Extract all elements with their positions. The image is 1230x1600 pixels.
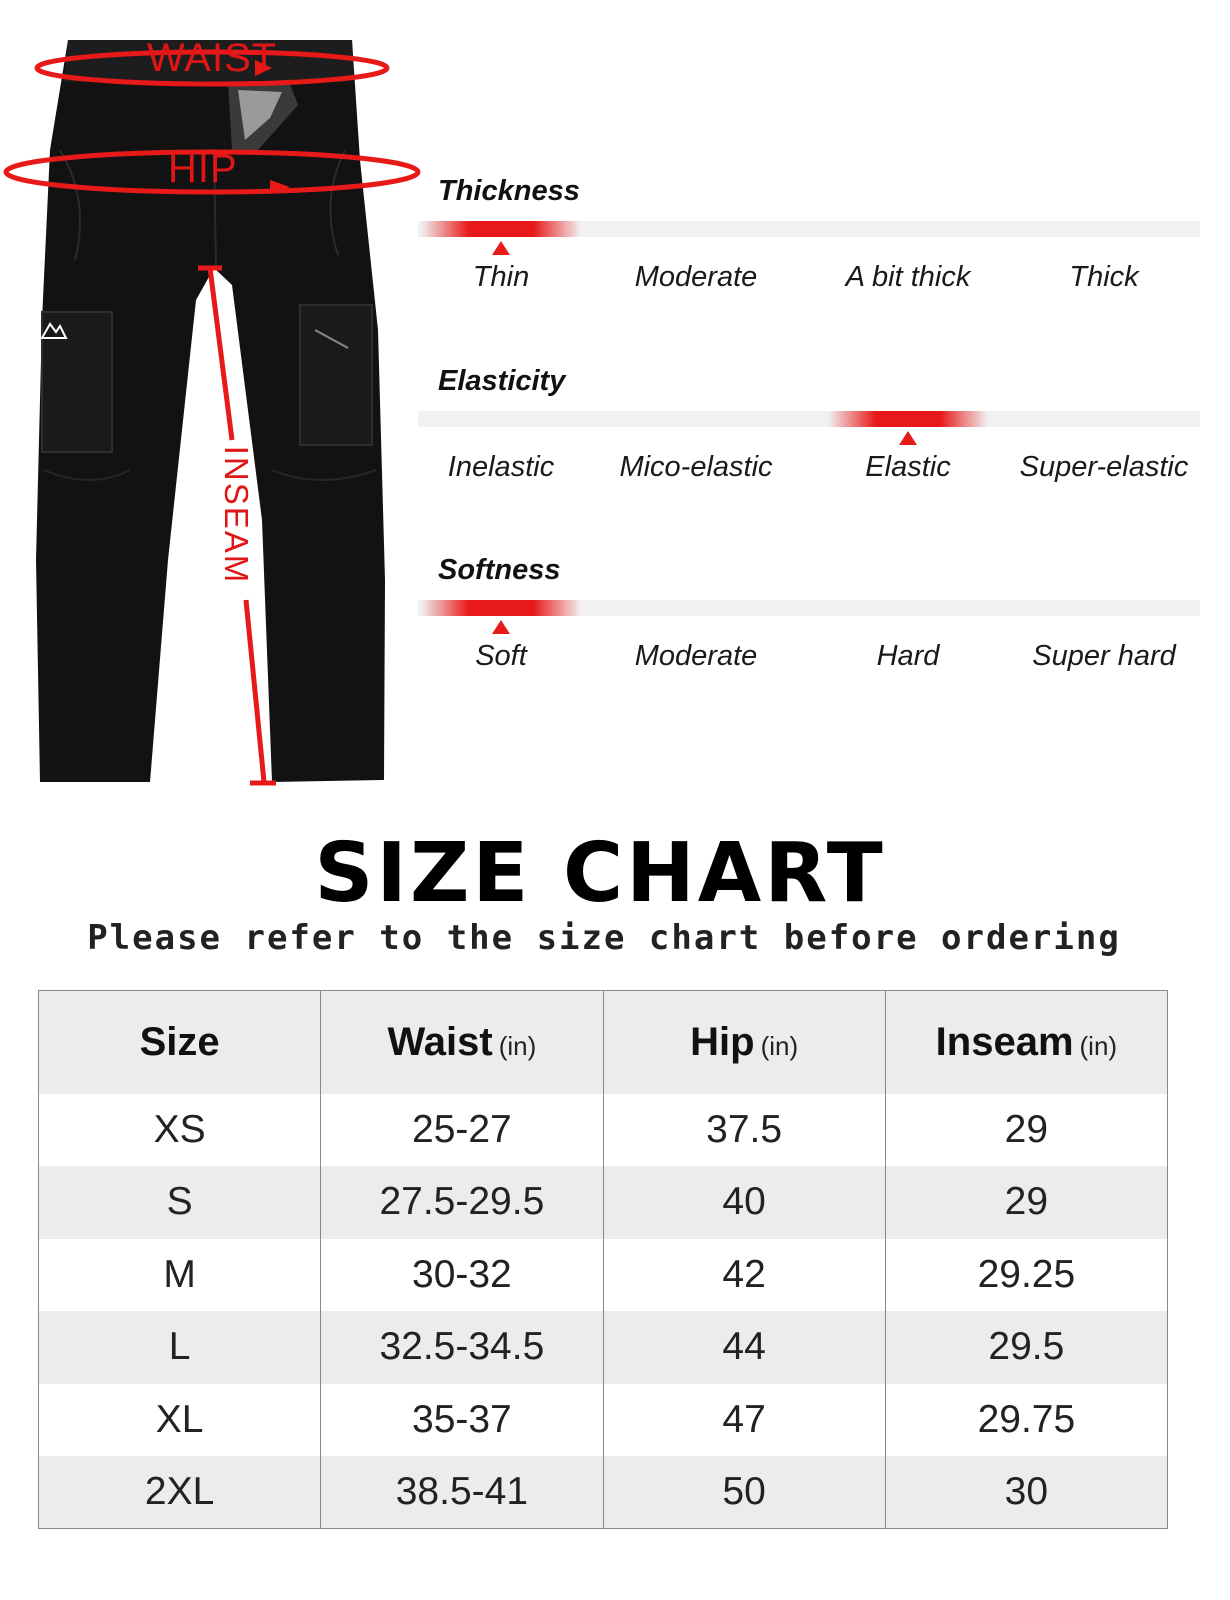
pants-illustration bbox=[0, 0, 430, 800]
waist-cell: 25-27 bbox=[321, 1094, 603, 1167]
waist-cell: 27.5-29.5 bbox=[321, 1166, 603, 1239]
thickness-marker-icon bbox=[492, 241, 510, 255]
header-inseam-unit: (in) bbox=[1079, 1030, 1118, 1061]
inseam-cell: 29.5 bbox=[885, 1311, 1167, 1384]
header-hip bbox=[603, 991, 885, 1094]
thickness-title: Thickness bbox=[438, 175, 580, 207]
thickness-scale bbox=[418, 175, 1200, 305]
elasticity-option-elastic: Elastic bbox=[865, 451, 951, 483]
table-row bbox=[39, 1166, 1168, 1239]
thickness-option-thick: Thick bbox=[1069, 261, 1139, 293]
pants-icon bbox=[0, 0, 430, 800]
elasticity-highlight bbox=[828, 411, 988, 427]
size-cell: L bbox=[39, 1311, 321, 1384]
hip-label: HIP bbox=[168, 147, 238, 191]
elasticity-marker-icon bbox=[899, 431, 917, 445]
softness-track bbox=[418, 600, 1200, 616]
table-row bbox=[39, 1456, 1168, 1529]
waist-cell: 30-32 bbox=[321, 1239, 603, 1312]
hip-cell: 44 bbox=[603, 1311, 885, 1384]
softness-option-soft: Soft bbox=[475, 640, 527, 672]
size-cell: 2XL bbox=[39, 1456, 321, 1529]
table-row bbox=[39, 1384, 1168, 1457]
waist-cell: 38.5-41 bbox=[321, 1456, 603, 1529]
header-inseam bbox=[885, 991, 1167, 1094]
header-waist-unit: (in) bbox=[498, 1030, 537, 1061]
thickness-option-thin: Thin bbox=[472, 261, 530, 293]
elasticity-track bbox=[418, 411, 1200, 427]
table-row bbox=[39, 1094, 1168, 1167]
size-cell: XS bbox=[39, 1094, 321, 1167]
elasticity-option-mico-elastic: Mico-elastic bbox=[619, 451, 773, 483]
inseam-cell: 29 bbox=[885, 1166, 1167, 1239]
elasticity-scale bbox=[418, 365, 1200, 495]
header-size-label: Size bbox=[139, 1019, 220, 1064]
thickness-option-a-bit-thick: A bit thick bbox=[845, 261, 971, 293]
size-cell: M bbox=[39, 1239, 321, 1312]
table-header-row bbox=[39, 991, 1168, 1094]
elasticity-title: Elasticity bbox=[438, 365, 566, 397]
elasticity-option-super-elastic: Super-elastic bbox=[1019, 451, 1189, 483]
thickness-highlight bbox=[421, 221, 581, 237]
table-row bbox=[39, 1239, 1168, 1312]
hip-cell: 42 bbox=[603, 1239, 885, 1312]
thickness-track bbox=[418, 221, 1200, 237]
header-waist-label: Waist bbox=[387, 1019, 493, 1064]
size-table bbox=[38, 990, 1168, 1529]
header-hip-unit: (in) bbox=[760, 1030, 799, 1061]
elasticity-option-inelastic: Inelastic bbox=[447, 451, 555, 483]
inseam-cell: 30 bbox=[885, 1456, 1167, 1529]
waist-cell: 35-37 bbox=[321, 1384, 603, 1457]
table-row bbox=[39, 1311, 1168, 1384]
hip-cell: 47 bbox=[603, 1384, 885, 1457]
inseam-cell: 29.75 bbox=[885, 1384, 1167, 1457]
hip-cell: 40 bbox=[603, 1166, 885, 1239]
softness-highlight bbox=[421, 600, 581, 616]
inseam-cell: 29.25 bbox=[885, 1239, 1167, 1312]
softness-marker-icon bbox=[492, 620, 510, 634]
size-chart-title: SIZE CHART bbox=[314, 826, 886, 921]
size-cell: S bbox=[39, 1166, 321, 1239]
thickness-option-moderate: Moderate bbox=[634, 261, 758, 293]
softness-option-hard: Hard bbox=[876, 640, 940, 672]
hip-cell: 50 bbox=[603, 1456, 885, 1529]
waist-label: WAIST bbox=[147, 36, 278, 80]
waist-cell: 32.5-34.5 bbox=[321, 1311, 603, 1384]
size-chart-subtitle: Please refer to the size chart before ordering bbox=[87, 918, 1121, 958]
softness-title: Softness bbox=[438, 554, 561, 586]
header-size bbox=[39, 991, 321, 1094]
header-waist bbox=[321, 991, 603, 1094]
softness-scale bbox=[418, 554, 1200, 684]
inseam-label: INSEAM bbox=[218, 445, 255, 585]
size-cell: XL bbox=[39, 1384, 321, 1457]
softness-option-moderate: Moderate bbox=[634, 640, 758, 672]
header-inseam-label: Inseam bbox=[935, 1019, 1074, 1064]
header-hip-label: Hip bbox=[690, 1019, 755, 1064]
inseam-cell: 29 bbox=[885, 1094, 1167, 1167]
hip-cell: 37.5 bbox=[603, 1094, 885, 1167]
softness-option-super-hard: Super hard bbox=[1032, 640, 1176, 672]
